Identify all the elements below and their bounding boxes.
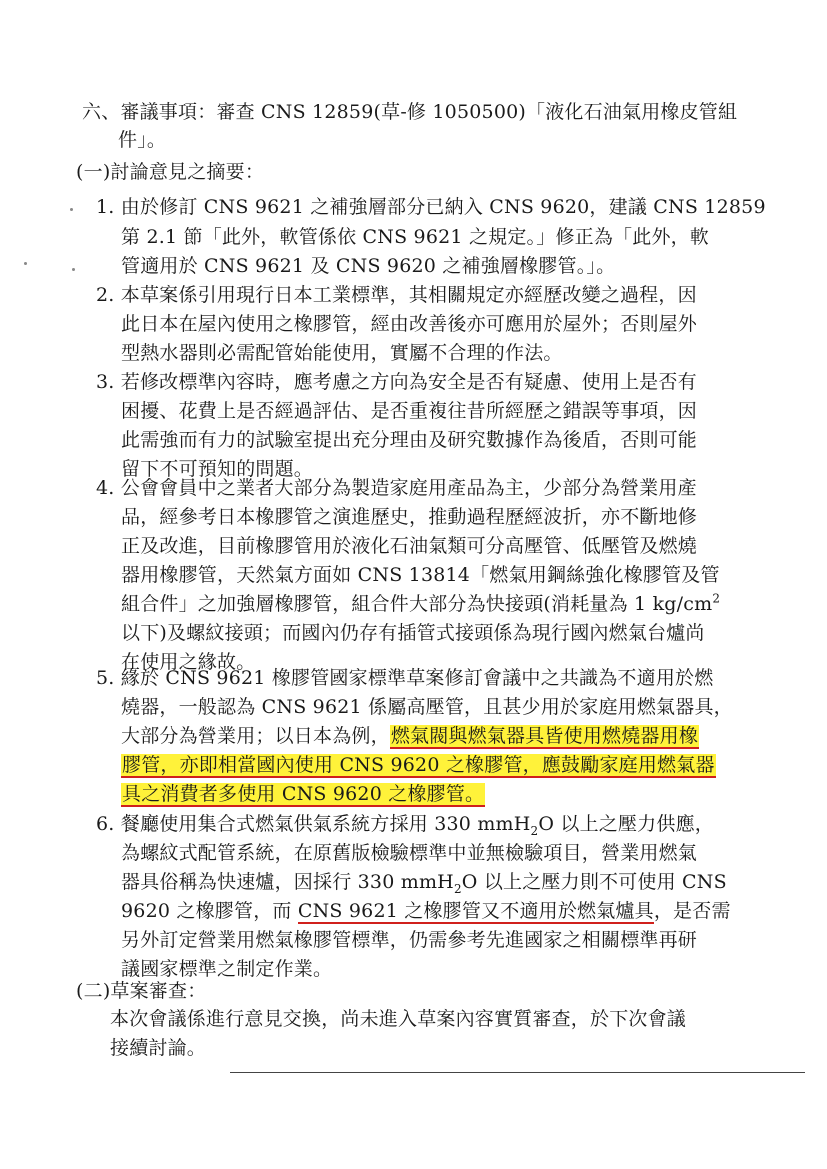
item-2-line-2: 此日本在屋內使用之橡膠管，經由改善後亦可應用於屋外；否則屋外 xyxy=(121,313,698,335)
item-5-line-1: 5. 緣於 CNS 9621 橡膠管國家標準草案修訂會議中之共識為不適用於燃 xyxy=(96,667,714,689)
draft-review-title: (二)草案審查： xyxy=(76,980,207,1002)
item-3-line-2: 困擾、花費上是否經過評估、是否重複往昔所經歷之錯誤等事項，因 xyxy=(121,400,698,422)
discussion-title: (一)討論意見之摘要： xyxy=(76,161,265,183)
item-4-line-6: 以下)及螺紋接頭；而國內仍存有插管式接頭係為現行國內燃氣台爐尚 xyxy=(121,622,705,644)
item-5-line-3: 大部分為營業用；以日本為例，燃氣閥與燃氣器具皆使用燃燒器用橡 xyxy=(121,725,699,747)
item-6-line-6: 議國家標準之制定作業。 xyxy=(121,958,333,980)
footer-rule xyxy=(230,1072,805,1073)
item-6-line-3: 器具俗稱為快速爐，因採行 330 mmH$_2$O 以上之壓力則不可使用 CNS xyxy=(121,871,727,896)
item-4-line-5: 組合件」之加強層橡膠管，組合件大部分為快接頭(消耗量為 1 $kg/cm^2$ xyxy=(121,591,721,615)
item-4-line-1: 4. 公會會員中之業者大部分為製造家庭用產品為主，少部分為營業用產 xyxy=(96,477,697,499)
item-5-line-2: 燒器，一般認為 CNS 9621 係屬高壓管，且甚少用於家庭用燃氣器具， xyxy=(121,696,733,718)
section-heading: 六、審議事項：審查 CNS 12859(草-修 1050500)「液化石油氣用橡皮管組 xyxy=(82,101,738,123)
item-1-line-2: 第 2.1 節「此外，軟管係依 CNS 9621 之規定。」修正為「此外，軟 xyxy=(121,226,710,248)
item-6-line-1: 6. 餐廳使用集合式燃氣供氣系統方採用 330 mmH$_2$O 以上之壓力供應， xyxy=(96,813,714,838)
item-6-line-4: 9620 之橡膠管，而 CNS 9621 之橡膠管又不適用於燃氣爐具，是否需 xyxy=(121,900,731,922)
scan-speck xyxy=(72,268,75,271)
superscript-2: 2 xyxy=(712,591,721,606)
highlighted-text: 膠管，亦即相當國內使用 CNS 9620 之橡膠管，應鼓勵家庭用燃氣器 xyxy=(122,754,715,776)
item-3-line-1: 3. 若修改標準內容時，應考慮之方向為安全是否有疑慮、使用上是否有 xyxy=(96,371,697,393)
item-6-line-2: 為螺紋式配管系統，在原舊版檢驗標準中並無檢驗項目，營業用燃氣 xyxy=(121,842,698,864)
item-3-line-4: 留下不可預知的問題。 xyxy=(121,458,314,480)
item-4-line-2: 品，經參考日本橡膠管之演進歷史，推動過程歷經波折，亦不斷地修 xyxy=(121,506,698,528)
highlighted-text: 具之消費者多使用 CNS 9620 之橡膠管。 xyxy=(122,783,485,805)
highlighted-text: 燃氣閥與燃氣器具皆使用燃燒器用橡 xyxy=(390,725,699,747)
draft-review-line-1: 本次會議係進行意見交換，尚未進入草案內容實質審查，於下次會議 xyxy=(110,1008,687,1030)
item-3-line-3: 此需強而有力的試驗室提出充分理由及研究數據作為後盾，否則可能 xyxy=(121,429,698,451)
item-2-line-3: 型熱水器則必需配管始能使用，實屬不合理的作法。 xyxy=(121,342,563,364)
item-5-line-5 xyxy=(121,780,485,808)
item-1-line-1: 1. 由於修訂 CNS 9621 之補強層部分已納入 CNS 9620，建議 CNS 12859 xyxy=(96,196,766,218)
draft-review-line-2: 接續討論。 xyxy=(110,1037,207,1059)
underlined-text: CNS 9621 之橡膠管又不適用於燃氣爐具 xyxy=(297,900,654,922)
item-2-line-1: 2. 本草案係引用現行日本工業標準，其相關規定亦經歷改變之過程，因 xyxy=(96,284,697,306)
scan-speck xyxy=(70,208,73,211)
item-4-line-3: 正及改進，目前橡膠管用於液化石油氣類可分高壓管、低壓管及燃燒 xyxy=(121,535,698,557)
section-heading-cont: 件」。 xyxy=(118,129,167,151)
item-1-line-3: 管適用於 CNS 9621 及 CNS 9620 之補強層橡膠管。」。 xyxy=(121,255,616,277)
scan-speck xyxy=(24,262,27,265)
item-5-line-4 xyxy=(121,751,716,779)
item-6-line-5: 另外訂定營業用燃氣橡膠管標準，仍需參考先進國家之相關標準再研 xyxy=(121,929,698,951)
item-4-line-4: 器用橡膠管，天然氣方面如 CNS 13814「燃氣用鋼絲強化橡膠管及管 xyxy=(121,564,720,586)
item-4-line-7: 在使用之緣故。 xyxy=(121,651,256,673)
